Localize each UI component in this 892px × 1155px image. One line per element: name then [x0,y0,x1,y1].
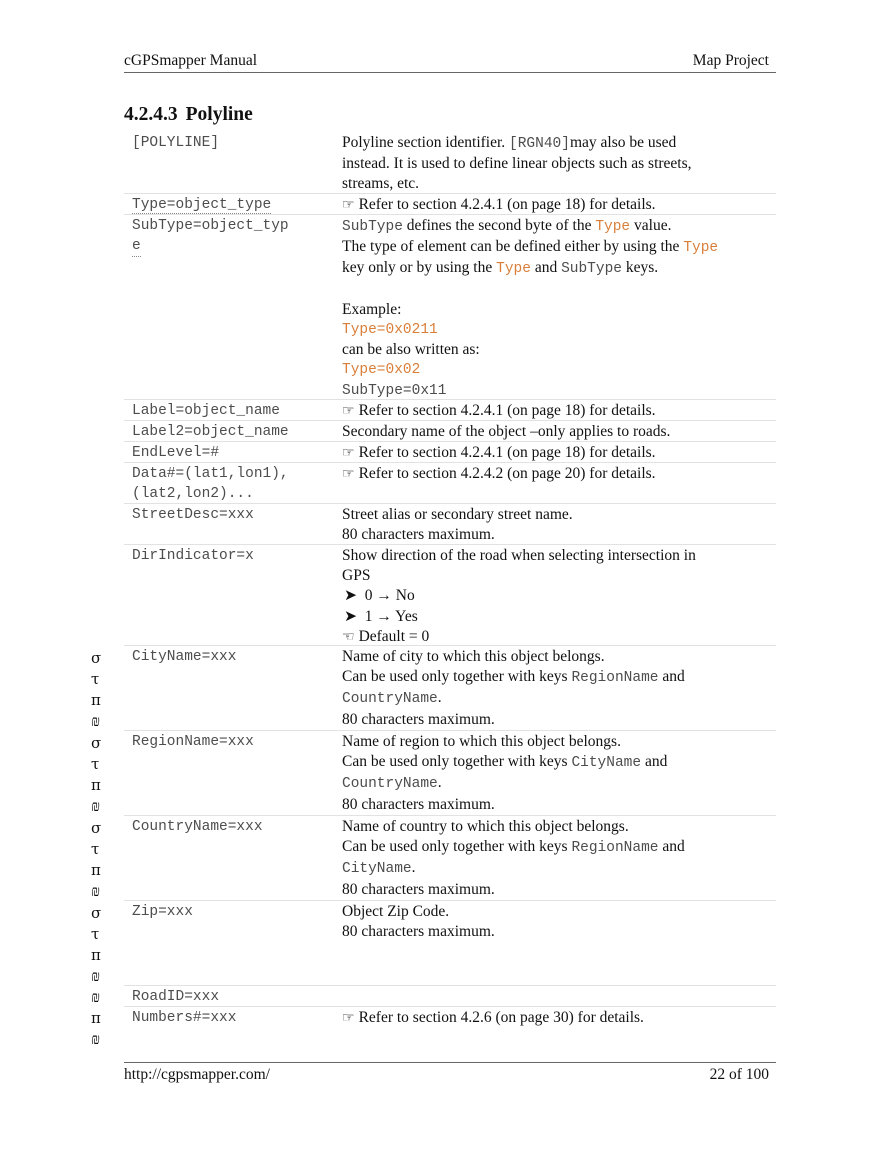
header-manual-title: cGPSmapper Manual [124,52,258,69]
table-row [124,131,776,193]
table-row [124,730,776,816]
desc-type: ☞ Refer to section 4.2.4.1 (on page 18) for details. [342,196,656,213]
margin-symbols-cityname: σ τ π ₪ [91,649,102,730]
margin-symbols-regionname: σ τ π ₪ [91,734,102,815]
section-number: 4.2.4.3 [124,104,178,125]
reference-hand-icon: ☞ [342,446,355,461]
table-row [124,503,776,545]
desc-subtype: SubType defines the second byte of the Type value. The type of element can be defined either by using the Type key only or by using the Type and SubType keys. Example: Type=0x0211 can be also written as: Type=0x02 SubType=0x11 [342,217,719,399]
reference-hand-icon: ☞ [342,404,355,419]
desc-countryname: Name of country to which this object belongs. Can be used only together with keys RegionName and CityName. 80 characters maximum. [342,818,685,898]
arrow-bullet-icon: ➤ [344,607,357,625]
page-number: 22 of 100 [709,1066,769,1083]
margin-symbols-numbers: π ₪ [91,1009,101,1048]
table-row [124,985,776,1007]
key-data: Data#=(lat1,lon1), (lat2,lon2)... [132,466,289,502]
key-zip: Zip=xxx [132,904,193,920]
section-title: Polyline [185,104,253,125]
margin-symbols-countryname: σ τ π ₪ [91,819,102,900]
key-streetdesc: StreetDesc=xxx [132,507,254,523]
page-footer [124,1062,776,1085]
key-cityname: CityName=xxx [132,649,237,665]
reference-hand-icon: ☞ [342,467,355,482]
key-label: Label=object_name [132,403,280,419]
desc-dirindicator: Show direction of the road when selecting intersection in GPS ➤ 0 → No ➤ 1 → Yes ☜ Default = 0 [342,547,696,645]
desc-endlevel: ☞ Refer to section 4.2.4.1 (on page 18) for details. [342,444,656,461]
table-row [124,815,776,901]
page-header [124,52,776,73]
footer-url: http://cgpsmapper.com/ [124,1066,270,1083]
desc-numbers: ☞ Refer to section 4.2.6 (on page 30) for details. [342,1009,644,1026]
desc-data: ☞ Refer to section 4.2.4.2 (on page 20) for details. [342,465,656,482]
reference-hand-icon: ☞ [342,198,355,213]
table-row [124,420,776,442]
arrow-bullet-icon: ➤ [344,587,357,605]
key-numbers: Numbers#=xxx [132,1010,237,1026]
table-row [124,214,776,400]
key-label2: Label2=object_name [132,424,289,440]
desc-label: ☞ Refer to section 4.2.4.1 (on page 18) for details. [342,402,656,419]
desc-regionname: Name of region to which this object belongs. Can be used only together with keys CityName and CountryName. 80 characters maximum. [342,733,668,813]
section-heading [124,104,253,126]
table-row [124,645,776,731]
margin-symbols-roadid: ₪ [91,988,101,1006]
table-row [124,399,776,421]
desc-zip: Object Zip Code. 80 characters maximum. [342,903,495,941]
table-row [124,1006,776,1048]
key-countryname: CountryName=xxx [132,819,263,835]
key-roadid: RoadID=xxx [132,989,220,1005]
desc-label2: Secondary name of the object –only applies to roads. [342,423,671,440]
desc-polyline: Polyline section identifier. [RGN40]may also be used instead. It is used to define linear objects such as streets, streams, etc. [342,134,692,193]
pointing-hand-icon: ☜ [342,629,355,645]
table-row [124,544,776,646]
desc-streetdesc: Street alias or secondary street name. 80 characters maximum. [342,506,573,544]
key-dirindicator: DirIndicator=x [132,548,254,564]
table-row [124,900,776,986]
desc-cityname: Name of city to which this object belongs. Can be used only together with keys RegionName and CountryName. 80 characters maximum. [342,648,685,728]
key-regionname: RegionName=xxx [132,734,254,750]
key-polyline: [POLYLINE] [132,135,220,151]
table-row [124,462,776,504]
margin-symbols-zip: σ τ π ₪ [91,904,102,985]
key-type: Type=object_type [132,197,272,213]
table-row [124,441,776,463]
key-subtype: SubType=object_typ e [132,216,332,257]
header-section-name: Map Project [692,52,769,69]
key-endlevel: EndLevel=# [132,445,220,461]
table-row [124,193,776,215]
reference-hand-icon: ☞ [342,1011,355,1026]
